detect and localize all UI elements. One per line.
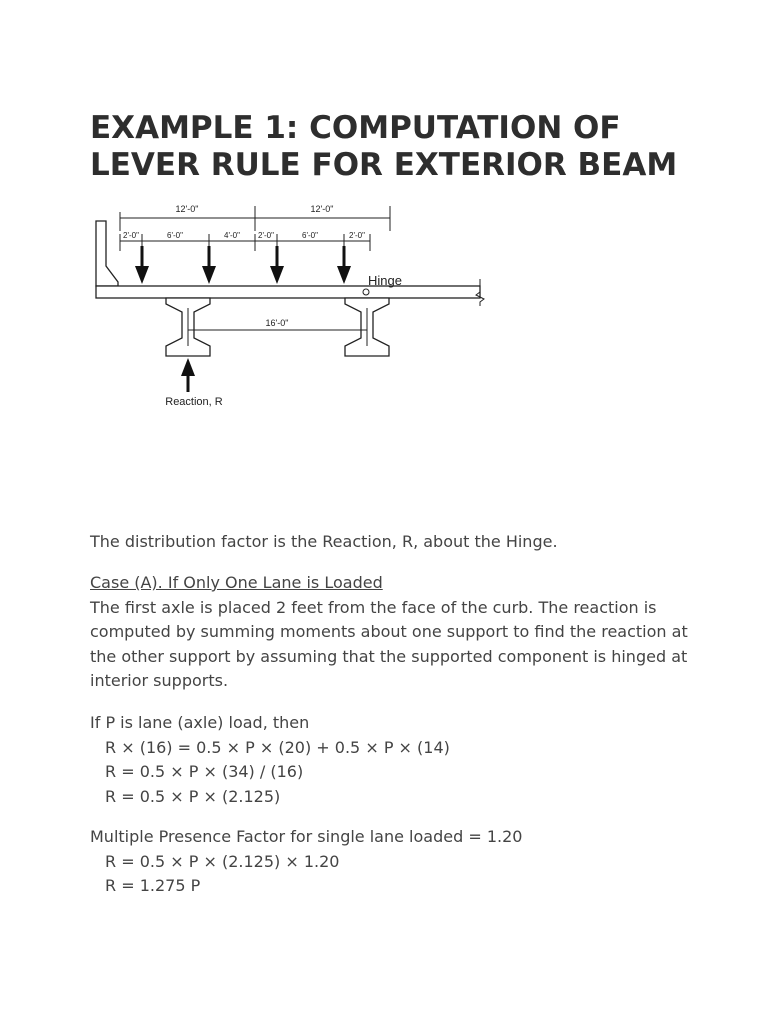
deck-slab <box>96 286 480 298</box>
case-a-block <box>90 571 710 694</box>
wheel-load-arrows <box>135 246 351 284</box>
reaction-label: Reaction, R <box>165 396 223 408</box>
wheel-load-arrow-1 <box>135 246 149 284</box>
dim-axle-1: 2'-0" <box>123 231 139 240</box>
lane-load-lead: If P is lane (axle) load, then <box>90 713 310 732</box>
axle-dimension-line <box>120 234 370 251</box>
dim-axle-3: 4'-0" <box>224 231 240 240</box>
dim-axle-2: 6'-0" <box>167 231 183 240</box>
dim-axle-6: 2'-0" <box>349 231 365 240</box>
reaction-arrow <box>181 358 195 392</box>
case-a-heading: Case (A). If Only One Lane is Loaded <box>90 573 383 592</box>
girder-spacing-label: 16'-0" <box>265 318 289 328</box>
dim-top-1: 12'-0" <box>175 204 199 214</box>
dim-axle-5: 6'-0" <box>302 231 318 240</box>
wheel-load-arrow-2 <box>202 246 216 284</box>
equation-line: R = 0.5 × P × (2.125) <box>105 786 281 806</box>
equation-line: R = 1.275 P <box>105 876 201 895</box>
presence-factor-block <box>90 825 710 899</box>
hinge-symbol <box>363 289 369 295</box>
equation-line: R × (16) = 0.5 × P × (20) + 0.5 × P × (14) <box>105 737 450 757</box>
top-dimension-line <box>120 206 390 231</box>
lever-rule-diagram <box>90 196 490 416</box>
wheel-load-arrow-3 <box>270 246 284 284</box>
intro-paragraph: The distribution factor is the Reaction, R, about the Hinge. <box>90 532 558 551</box>
equation-line: R = 0.5 × P × (2.125) × 1.20 <box>105 851 340 871</box>
dim-axle-4: 2'-0" <box>258 231 274 240</box>
equation-line: R = 0.5 × P × (34) / (16) <box>105 762 304 781</box>
hinge-label: Hinge <box>368 273 402 288</box>
wheel-load-arrow-4 <box>337 246 351 284</box>
page-title: EXAMPLE 1: COMPUTATION OF LEVER RULE FOR EXTERIOR BEAM <box>90 110 678 183</box>
dim-top-2: 12'-0" <box>310 204 334 214</box>
intro-block <box>90 530 710 555</box>
presence-factor-lead: Multiple Presence Factor for single lane loaded = 1.20 <box>90 827 523 846</box>
case-a-paragraph: The first axle is placed 2 feet from the face of the curb. The reaction is computed by summing moments about one support to find the reaction at the other support by assuming that the supported component is hinged at interior supports. <box>90 597 688 690</box>
curb <box>96 221 118 286</box>
lane-load-block <box>90 711 710 809</box>
